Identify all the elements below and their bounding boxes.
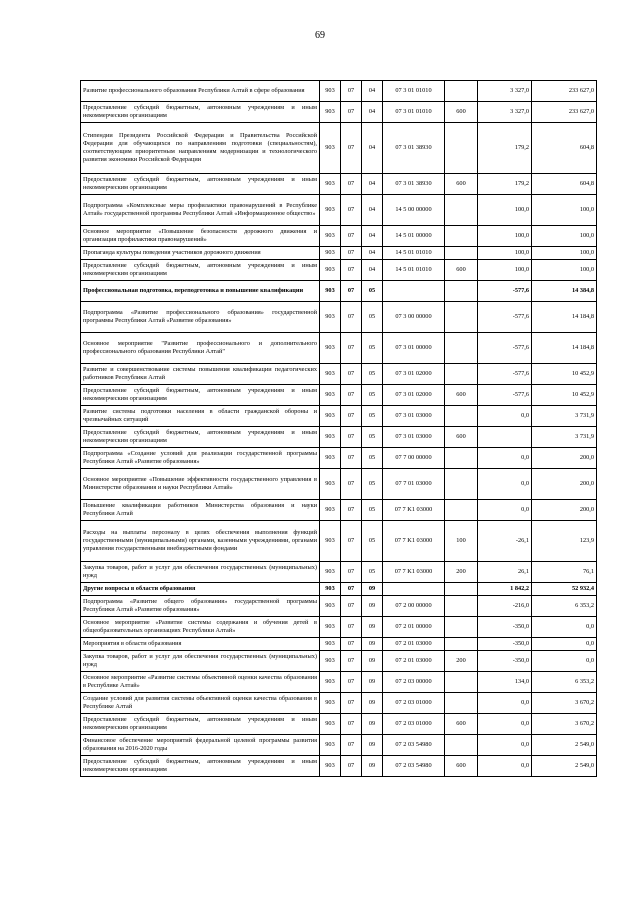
amount-total-cell: 10 452,9 xyxy=(532,385,597,406)
table-row xyxy=(81,302,597,333)
section-code-cell: 07 xyxy=(341,333,362,364)
target-article-cell: 14 5 01 01010 xyxy=(383,247,445,260)
admin-code-cell: 903 xyxy=(320,364,341,385)
target-article-cell: 07 3 01 03000 xyxy=(383,406,445,427)
row-name-cell: Развитие профессионального образования Республики Алтай в сфере образования xyxy=(81,81,320,102)
subsection-code-cell: 05 xyxy=(362,521,383,562)
section-code-cell: 07 xyxy=(341,123,362,174)
subsection-code-cell: 05 xyxy=(362,500,383,521)
subsection-code-cell: 05 xyxy=(362,406,383,427)
expense-type-cell: 600 xyxy=(445,385,478,406)
target-article-cell: 14 5 00 00000 xyxy=(383,195,445,226)
section-code-cell: 07 xyxy=(341,521,362,562)
table-row xyxy=(81,427,597,448)
table-row xyxy=(81,638,597,651)
amount-change-cell: 179,2 xyxy=(478,123,532,174)
admin-code-cell: 903 xyxy=(320,500,341,521)
page-number: 69 xyxy=(315,30,325,41)
amount-total-cell: 0,0 xyxy=(532,617,597,638)
amount-total-cell: 52 932,4 xyxy=(532,583,597,596)
row-name-cell: Основное мероприятие «Повышение эффективности государственного управления в Министерстве образования и науки Республики Алтай» xyxy=(81,469,320,500)
admin-code-cell: 903 xyxy=(320,123,341,174)
row-name-cell: Расходы на выплаты персоналу в целях обеспечения выполнения функций государственными (муниципальными) органами, казенными учреждениями, органами управления государственными внебюджетными фондами xyxy=(81,521,320,562)
admin-code-cell: 903 xyxy=(320,596,341,617)
expense-type-cell xyxy=(445,735,478,756)
admin-code-cell: 903 xyxy=(320,651,341,672)
amount-total-cell: 10 452,9 xyxy=(532,364,597,385)
section-code-cell: 07 xyxy=(341,302,362,333)
admin-code-cell: 903 xyxy=(320,385,341,406)
target-article-cell: 07 3 01 00000 xyxy=(383,333,445,364)
amount-total-cell: 604,8 xyxy=(532,174,597,195)
section-code-cell: 07 xyxy=(341,448,362,469)
target-article-cell: 07 2 01 03000 xyxy=(383,651,445,672)
expense-type-cell xyxy=(445,448,478,469)
subsection-code-cell: 09 xyxy=(362,583,383,596)
amount-total-cell: 233 627,0 xyxy=(532,81,597,102)
target-article-cell: 07 7 00 00000 xyxy=(383,448,445,469)
amount-change-cell: 26,1 xyxy=(478,562,532,583)
amount-total-cell: 100,0 xyxy=(532,247,597,260)
expense-type-cell xyxy=(445,596,478,617)
subsection-code-cell: 04 xyxy=(362,102,383,123)
row-name-cell: Пропаганда культуры поведения участников дорожного движения xyxy=(81,247,320,260)
row-name-cell: Основное мероприятие «Развитие системы объективной оценки качества образования в Республике Алтай» xyxy=(81,672,320,693)
target-article-cell: 07 7 K1 03000 xyxy=(383,521,445,562)
section-code-cell: 07 xyxy=(341,81,362,102)
target-article-cell: 07 2 03 54980 xyxy=(383,756,445,777)
expense-type-cell: 200 xyxy=(445,651,478,672)
amount-total-cell: 14 184,8 xyxy=(532,333,597,364)
section-code-cell: 07 xyxy=(341,638,362,651)
table-row xyxy=(81,693,597,714)
expense-type-cell xyxy=(445,123,478,174)
row-name-cell: Закупка товаров, работ и услуг для обеспечения государственных (муниципальных) нужд xyxy=(81,562,320,583)
amount-change-cell: -577,6 xyxy=(478,302,532,333)
target-article-cell: 14 5 01 00000 xyxy=(383,226,445,247)
target-article-cell: 07 2 03 01000 xyxy=(383,693,445,714)
section-code-cell: 07 xyxy=(341,469,362,500)
table-row xyxy=(81,385,597,406)
subsection-code-cell: 05 xyxy=(362,333,383,364)
section-code-cell: 07 xyxy=(341,226,362,247)
table-row xyxy=(81,651,597,672)
expense-type-cell xyxy=(445,226,478,247)
admin-code-cell: 903 xyxy=(320,195,341,226)
amount-total-cell: 604,8 xyxy=(532,123,597,174)
table-row xyxy=(81,260,597,281)
subsection-code-cell: 09 xyxy=(362,617,383,638)
amount-total-cell: 2 549,0 xyxy=(532,756,597,777)
admin-code-cell: 903 xyxy=(320,427,341,448)
section-code-cell: 07 xyxy=(341,195,362,226)
subsection-code-cell: 04 xyxy=(362,260,383,281)
amount-total-cell: 3 731,9 xyxy=(532,406,597,427)
amount-total-cell: 14 184,8 xyxy=(532,302,597,333)
expense-type-cell: 600 xyxy=(445,102,478,123)
subsection-code-cell: 09 xyxy=(362,693,383,714)
amount-change-cell: 0,0 xyxy=(478,735,532,756)
amount-total-cell: 3 670,2 xyxy=(532,693,597,714)
target-article-cell: 07 2 00 00000 xyxy=(383,596,445,617)
section-code-cell: 07 xyxy=(341,247,362,260)
amount-total-cell: 3 731,9 xyxy=(532,427,597,448)
expense-type-cell: 600 xyxy=(445,427,478,448)
amount-change-cell: -216,0 xyxy=(478,596,532,617)
table-row xyxy=(81,714,597,735)
admin-code-cell: 903 xyxy=(320,583,341,596)
subsection-code-cell: 09 xyxy=(362,638,383,651)
table-row xyxy=(81,226,597,247)
target-article-cell: 07 3 01 38930 xyxy=(383,123,445,174)
subsection-code-cell: 04 xyxy=(362,174,383,195)
amount-total-cell: 100,0 xyxy=(532,195,597,226)
section-code-cell: 07 xyxy=(341,583,362,596)
amount-change-cell: 100,0 xyxy=(478,247,532,260)
admin-code-cell: 903 xyxy=(320,714,341,735)
expense-type-cell: 600 xyxy=(445,174,478,195)
expense-type-cell: 600 xyxy=(445,260,478,281)
table-row xyxy=(81,364,597,385)
admin-code-cell: 903 xyxy=(320,617,341,638)
table-row xyxy=(81,583,597,596)
target-article-cell: 07 7 K1 03000 xyxy=(383,562,445,583)
expense-type-cell xyxy=(445,638,478,651)
admin-code-cell: 903 xyxy=(320,756,341,777)
expense-type-cell xyxy=(445,469,478,500)
subsection-code-cell: 05 xyxy=(362,427,383,448)
amount-change-cell: 0,0 xyxy=(478,756,532,777)
amount-change-cell: 0,0 xyxy=(478,714,532,735)
row-name-cell: Предоставление субсидий бюджетным, автономным учреждениям и иным некоммерческим организациям xyxy=(81,714,320,735)
expense-type-cell: 200 xyxy=(445,562,478,583)
subsection-code-cell: 04 xyxy=(362,123,383,174)
row-name-cell: Предоставление субсидий бюджетным, автономным учреждениям и иным некоммерческим организациям xyxy=(81,427,320,448)
expense-type-cell xyxy=(445,81,478,102)
amount-change-cell: 100,0 xyxy=(478,195,532,226)
amount-change-cell: -350,0 xyxy=(478,617,532,638)
table-row xyxy=(81,469,597,500)
expense-type-cell xyxy=(445,364,478,385)
subsection-code-cell: 09 xyxy=(362,651,383,672)
section-code-cell: 07 xyxy=(341,427,362,448)
section-code-cell: 07 xyxy=(341,672,362,693)
section-code-cell: 07 xyxy=(341,364,362,385)
section-code-cell: 07 xyxy=(341,562,362,583)
admin-code-cell: 903 xyxy=(320,81,341,102)
target-article-cell xyxy=(383,583,445,596)
amount-total-cell: 6 353,2 xyxy=(532,596,597,617)
row-name-cell: Стипендии Президента Российской Федерации и Правительства Российской Федерации для обучающихся по направлениям подготовки (специальностям), соответствующим приоритетным направлениям модернизации и технологического развития экономики Российской Федерации xyxy=(81,123,320,174)
target-article-cell: 07 2 01 03000 xyxy=(383,638,445,651)
expense-type-cell: 100 xyxy=(445,521,478,562)
row-name-cell: Предоставление субсидий бюджетным, автономным учреждениям и иным некоммерческим организациям xyxy=(81,756,320,777)
target-article-cell: 07 7 K1 03000 xyxy=(383,500,445,521)
amount-total-cell: 6 353,2 xyxy=(532,672,597,693)
admin-code-cell: 903 xyxy=(320,102,341,123)
section-code-cell: 07 xyxy=(341,385,362,406)
table-row xyxy=(81,333,597,364)
subsection-code-cell: 05 xyxy=(362,385,383,406)
expense-type-cell xyxy=(445,672,478,693)
table-row xyxy=(81,406,597,427)
subsection-code-cell: 04 xyxy=(362,195,383,226)
table-row xyxy=(81,672,597,693)
target-article-cell: 07 2 01 00000 xyxy=(383,617,445,638)
target-article-cell: 07 3 01 02000 xyxy=(383,364,445,385)
row-name-cell: Создание условий для развития системы объективной оценки качества образования в Республике Алтай xyxy=(81,693,320,714)
expense-type-cell xyxy=(445,302,478,333)
amount-total-cell: 14 384,8 xyxy=(532,281,597,302)
amount-change-cell: 134,0 xyxy=(478,672,532,693)
row-name-cell: Основное мероприятие «Повышение безопасности дорожного движения и организация профилактики правонарушений» xyxy=(81,226,320,247)
expense-type-cell xyxy=(445,247,478,260)
amount-total-cell: 100,0 xyxy=(532,226,597,247)
amount-change-cell: -577,6 xyxy=(478,333,532,364)
row-name-cell: Финансовое обеспечение мероприятий федеральной целевой программы развития образования на 2016-2020 годы xyxy=(81,735,320,756)
expense-type-cell xyxy=(445,333,478,364)
amount-total-cell: 200,0 xyxy=(532,500,597,521)
admin-code-cell: 903 xyxy=(320,406,341,427)
admin-code-cell: 903 xyxy=(320,226,341,247)
subsection-code-cell: 05 xyxy=(362,281,383,302)
amount-total-cell: 233 627,0 xyxy=(532,102,597,123)
target-article-cell: 07 3 01 03000 xyxy=(383,427,445,448)
table-row xyxy=(81,195,597,226)
subsection-code-cell: 05 xyxy=(362,469,383,500)
amount-total-cell: 0,0 xyxy=(532,651,597,672)
amount-total-cell: 2 549,0 xyxy=(532,735,597,756)
admin-code-cell: 903 xyxy=(320,247,341,260)
admin-code-cell: 903 xyxy=(320,174,341,195)
row-name-cell: Развитие и совершенствование системы повышения квалификации педагогических работников Республики Алтай xyxy=(81,364,320,385)
section-code-cell: 07 xyxy=(341,281,362,302)
target-article-cell: 07 2 03 01000 xyxy=(383,714,445,735)
amount-change-cell: 0,0 xyxy=(478,500,532,521)
expense-type-cell xyxy=(445,617,478,638)
table-row xyxy=(81,617,597,638)
subsection-code-cell: 05 xyxy=(362,364,383,385)
section-code-cell: 07 xyxy=(341,596,362,617)
section-code-cell: 07 xyxy=(341,174,362,195)
row-name-cell: Профессиональная подготовка, переподготовка и повышение квалификации xyxy=(81,281,320,302)
expense-type-cell xyxy=(445,281,478,302)
section-code-cell: 07 xyxy=(341,500,362,521)
expense-type-cell xyxy=(445,195,478,226)
amount-total-cell: 200,0 xyxy=(532,448,597,469)
subsection-code-cell: 05 xyxy=(362,302,383,333)
section-code-cell: 07 xyxy=(341,617,362,638)
section-code-cell: 07 xyxy=(341,102,362,123)
amount-change-cell: 3 327,0 xyxy=(478,81,532,102)
admin-code-cell: 903 xyxy=(320,302,341,333)
amount-change-cell: -26,1 xyxy=(478,521,532,562)
subsection-code-cell: 04 xyxy=(362,247,383,260)
amount-change-cell: -577,6 xyxy=(478,364,532,385)
admin-code-cell: 903 xyxy=(320,469,341,500)
target-article-cell: 07 3 00 00000 xyxy=(383,302,445,333)
amount-change-cell: 0,0 xyxy=(478,448,532,469)
subsection-code-cell: 05 xyxy=(362,448,383,469)
row-name-cell: Подпрограмма «Комплексные меры профилактики правонарушений в Республике Алтай» государственной программы Республики Алтай «Информационное общество» xyxy=(81,195,320,226)
row-name-cell: Предоставление субсидий бюджетным, автономным учреждениям и иным некоммерческим организациям xyxy=(81,385,320,406)
admin-code-cell: 903 xyxy=(320,562,341,583)
section-code-cell: 07 xyxy=(341,735,362,756)
budget-table xyxy=(80,80,597,777)
target-article-cell: 07 2 03 00000 xyxy=(383,672,445,693)
target-article-cell: 07 3 01 01010 xyxy=(383,81,445,102)
admin-code-cell: 903 xyxy=(320,693,341,714)
table-row xyxy=(81,247,597,260)
subsection-code-cell: 05 xyxy=(362,562,383,583)
row-name-cell: Основное мероприятие «Развитие системы содержания и обучения детей в общеобразовательных организациях Республики Алтай» xyxy=(81,617,320,638)
target-article-cell: 07 7 01 03000 xyxy=(383,469,445,500)
subsection-code-cell: 09 xyxy=(362,756,383,777)
row-name-cell: Повышение квалификации работников Министерства образования и науки Республики Алтай xyxy=(81,500,320,521)
admin-code-cell: 903 xyxy=(320,333,341,364)
amount-change-cell: 100,0 xyxy=(478,260,532,281)
table-row xyxy=(81,448,597,469)
amount-change-cell: -350,0 xyxy=(478,651,532,672)
expense-type-cell: 600 xyxy=(445,756,478,777)
section-code-cell: 07 xyxy=(341,756,362,777)
table-row xyxy=(81,174,597,195)
row-name-cell: Предоставление субсидий бюджетным, автономным учреждениям и иным некоммерческим организациям xyxy=(81,174,320,195)
target-article-cell xyxy=(383,281,445,302)
admin-code-cell: 903 xyxy=(320,735,341,756)
table-row xyxy=(81,102,597,123)
target-article-cell: 07 2 03 54980 xyxy=(383,735,445,756)
amount-total-cell: 123,9 xyxy=(532,521,597,562)
subsection-code-cell: 04 xyxy=(362,226,383,247)
admin-code-cell: 903 xyxy=(320,448,341,469)
row-name-cell: Подпрограмма «Развитие общего образования» государственной программы Республики Алтай «Развитие образования» xyxy=(81,596,320,617)
table-row xyxy=(81,735,597,756)
expense-type-cell xyxy=(445,406,478,427)
target-article-cell: 07 3 01 38930 xyxy=(383,174,445,195)
expense-type-cell xyxy=(445,500,478,521)
target-article-cell: 07 3 01 01010 xyxy=(383,102,445,123)
amount-change-cell: -577,6 xyxy=(478,281,532,302)
table-row xyxy=(81,123,597,174)
amount-total-cell: 3 670,2 xyxy=(532,714,597,735)
amount-change-cell xyxy=(478,427,532,448)
amount-change-cell: -350,0 xyxy=(478,638,532,651)
amount-change-cell: 0,0 xyxy=(478,406,532,427)
target-article-cell: 14 5 01 01010 xyxy=(383,260,445,281)
section-code-cell: 07 xyxy=(341,406,362,427)
table-row xyxy=(81,500,597,521)
amount-total-cell: 76,1 xyxy=(532,562,597,583)
row-name-cell: Основное мероприятие "Развитие профессионального и дополнительного профессионального образования Республики Алтай" xyxy=(81,333,320,364)
expense-type-cell xyxy=(445,693,478,714)
table-row xyxy=(81,81,597,102)
admin-code-cell: 903 xyxy=(320,521,341,562)
amount-change-cell: 1 842,2 xyxy=(478,583,532,596)
row-name-cell: Закупка товаров, работ и услуг для обеспечения государственных (муниципальных) нужд xyxy=(81,651,320,672)
subsection-code-cell: 09 xyxy=(362,714,383,735)
row-name-cell: Развитие системы подготовки населения в области гражданской обороны и чрезвычайных ситуаций xyxy=(81,406,320,427)
admin-code-cell: 903 xyxy=(320,672,341,693)
amount-change-cell: 100,0 xyxy=(478,226,532,247)
row-name-cell: Предоставление субсидий бюджетным, автономным учреждениям и иным некоммерческим организациям xyxy=(81,260,320,281)
subsection-code-cell: 09 xyxy=(362,735,383,756)
expense-type-cell xyxy=(445,583,478,596)
amount-change-cell: 0,0 xyxy=(478,693,532,714)
amount-total-cell: 200,0 xyxy=(532,469,597,500)
subsection-code-cell: 09 xyxy=(362,596,383,617)
row-name-cell: Другие вопросы в области образования xyxy=(81,583,320,596)
amount-total-cell: 100,0 xyxy=(532,260,597,281)
table-row xyxy=(81,562,597,583)
target-article-cell: 07 3 01 02000 xyxy=(383,385,445,406)
admin-code-cell: 903 xyxy=(320,260,341,281)
section-code-cell: 07 xyxy=(341,260,362,281)
row-name-cell: Мероприятия в области образования xyxy=(81,638,320,651)
expense-type-cell: 600 xyxy=(445,714,478,735)
row-name-cell: Подпрограмма «Создание условий для реализации государственной программы Республики Алтай «Развитие образования» xyxy=(81,448,320,469)
admin-code-cell: 903 xyxy=(320,638,341,651)
admin-code-cell: 903 xyxy=(320,281,341,302)
amount-change-cell: 3 327,0 xyxy=(478,102,532,123)
subsection-code-cell: 04 xyxy=(362,81,383,102)
table-row xyxy=(81,281,597,302)
amount-change-cell: -577,6 xyxy=(478,385,532,406)
table-row xyxy=(81,596,597,617)
row-name-cell: Предоставление субсидий бюджетным, автономным учреждениям и иным некоммерческим организациям xyxy=(81,102,320,123)
table-row xyxy=(81,521,597,562)
table-row xyxy=(81,756,597,777)
amount-change-cell: 179,2 xyxy=(478,174,532,195)
row-name-cell: Подпрограмма «Развитие профессионального образования» государственной программы Республики Алтай «Развитие образования» xyxy=(81,302,320,333)
subsection-code-cell: 09 xyxy=(362,672,383,693)
amount-total-cell: 0,0 xyxy=(532,638,597,651)
amount-change-cell: 0,0 xyxy=(478,469,532,500)
section-code-cell: 07 xyxy=(341,651,362,672)
section-code-cell: 07 xyxy=(341,714,362,735)
section-code-cell: 07 xyxy=(341,693,362,714)
